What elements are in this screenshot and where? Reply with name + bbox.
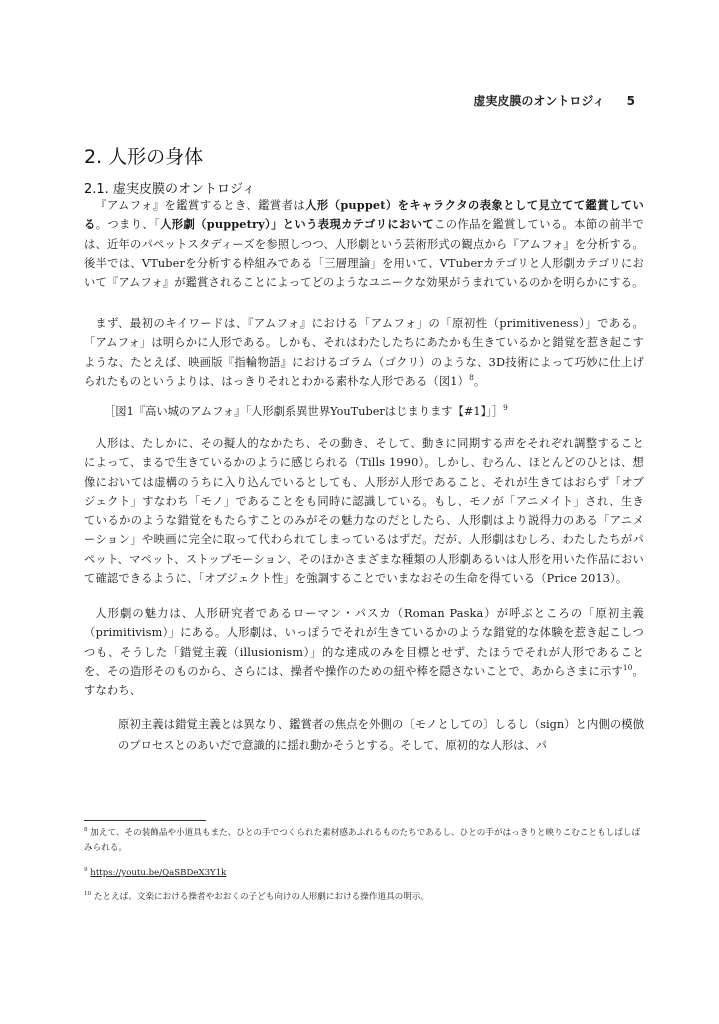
footnote-10 bbox=[84, 890, 644, 905]
footnote-10-text: たとえば、文楽における操者やおおくの子ども向けの人形劇における操作道具の明示。 bbox=[93, 892, 430, 902]
running-header bbox=[473, 92, 635, 109]
p2-end: 。 bbox=[473, 374, 486, 388]
footnote-9-link[interactable]: https://youtu.be/QaSBDeX3Y1k bbox=[90, 868, 227, 878]
footnote-ref-10[interactable]: 10 bbox=[622, 663, 633, 673]
footnote-divider bbox=[84, 820, 206, 821]
paragraph-primitiveness bbox=[84, 314, 644, 391]
paragraph-primitivism bbox=[84, 604, 644, 700]
footnote-8 bbox=[84, 826, 644, 856]
paragraph-intro bbox=[84, 196, 644, 292]
block-quote: 原初主義は錯覚主義とは異なり、鑑賞者の焦点を外側の〔モノとしての〕しるし（sign）と内側の模倣のプロセスとのあいだで意識的に揺れ動かそうとする。そして、原初的な人形は、パ bbox=[118, 718, 644, 752]
footnote-8-text: 加えて、その装飾品や小道具もまた、ひとの手でつくられた素材感あふれるものたちであるし、ひとの手がはっきりと映りこむこともしばしばみられる。 bbox=[84, 828, 641, 853]
figure-caption-text: ［図1『高い城のアムフォ』「人形劇系異世界YouTuberはじまります【#1】」］ bbox=[104, 405, 504, 418]
p3-text: 人形は、たしかに、その擬人的なかたち、その動き、そして、動きに同期する声をそれぞれ調整することによって、まるで生きているかのように感じられる（Tills 1990）。しかし、むろん、ほとんどのひとは、想像においては虚構のうちに入り込んでいるとしても、人形が人形であること、それが生きてはおらず「オブジェクト」すなわち「モノ」であることをも同時に認識している。もし、モノが「アニメイト」され、生きているかのような錯覚をもたらすことのみがその魅力なのだとしたら、人形劇はより説得力のある「アニメーション」や映画に完全に取って代わられてしまっているはずだ。だが、人形劇はむしろ、わたしたちがパペット、マペット、ストップモーション、そのほかさまざまな種類の人形劇あるいは人形を用いた作品において確認できるように、「オブジェクト性」を強調することでいまなおその生命を得ている（Price 2013）。 bbox=[84, 437, 644, 586]
footnote-ref-9[interactable]: 9 bbox=[503, 403, 508, 413]
section-title: 2. 人形の身体 bbox=[84, 146, 204, 168]
running-title: 虚実皮膜のオントロジィ bbox=[473, 94, 605, 108]
p1-bold-puppetry: 人形劇（puppetry）」という表現カテゴリにおいて bbox=[160, 217, 435, 232]
footnote-ref-8[interactable]: 8 bbox=[469, 373, 474, 383]
p1-text-a: 『アムフォ』を鑑賞するとき、鑑賞者は bbox=[95, 199, 306, 212]
footnote-mark-10: 10 bbox=[84, 891, 92, 898]
p2-text: まず、最初のキイワードは、『アムフォ』における「アムフォ」の「原初性（primitiveness）」である。「アムフォ」は明らかに人形である。しかも、それはわたしたちにあたかも生きているかと錯覚を惹き起こすような、たとえば、映画版『指輪物語』におけるゴラム（ゴクリ）のような、3D技術によって巧妙に仕上げられたものというよりは、はっきりそれとわかる素朴な人形である（図1） bbox=[84, 317, 644, 388]
p4-end: 。すなわち、 bbox=[84, 664, 644, 698]
page-number: 5 bbox=[626, 94, 635, 108]
footnote-9 bbox=[84, 866, 644, 881]
p1-text-c: 。つまり、「 bbox=[95, 218, 161, 232]
footnote-mark-9: 9 bbox=[84, 867, 88, 874]
figure-caption bbox=[104, 402, 508, 421]
subsection-title: 2.1. 虚実皮膜のオントロジィ bbox=[84, 182, 256, 197]
p1-text-e: この作品を鑑賞している。本節の前半では、近年のパペットスタディーズを参照しつつ、人形劇という芸術形式の観点から『アムフォ』を分析する。後半では、VTuberを分析する枠組みである「三層理論」を用いて、VTuberカテゴリと人形劇カテゴリにおいて『アムフォ』が鑑賞されることによってどのようなユニークな効果がうまれているのかを明らかにする。 bbox=[84, 218, 644, 290]
footnote-mark-8: 8 bbox=[84, 827, 88, 834]
p4-text: 人形劇の魅力は、人形研究者であるローマン・パスカ（Roman Paska）が呼ぶところの「原初主義（primitivism）」にある。人形劇は、いっぽうでそれが生きているかのような錯覚的な体験を惹き起こしつつも、そうした「錯覚主義（illusionism）」的な達成のみを目標とせず、たほうでそれが人形であることを、その造形そのものから、さらには、操者や操作のための紐や棒を隠さないことで、あからさまに示す bbox=[84, 607, 644, 678]
paragraph-puppet-objectness bbox=[84, 434, 644, 588]
p1-bold-puppet: 人形（puppet）をキャラクタの表象として見立てて鑑賞している bbox=[84, 198, 644, 232]
